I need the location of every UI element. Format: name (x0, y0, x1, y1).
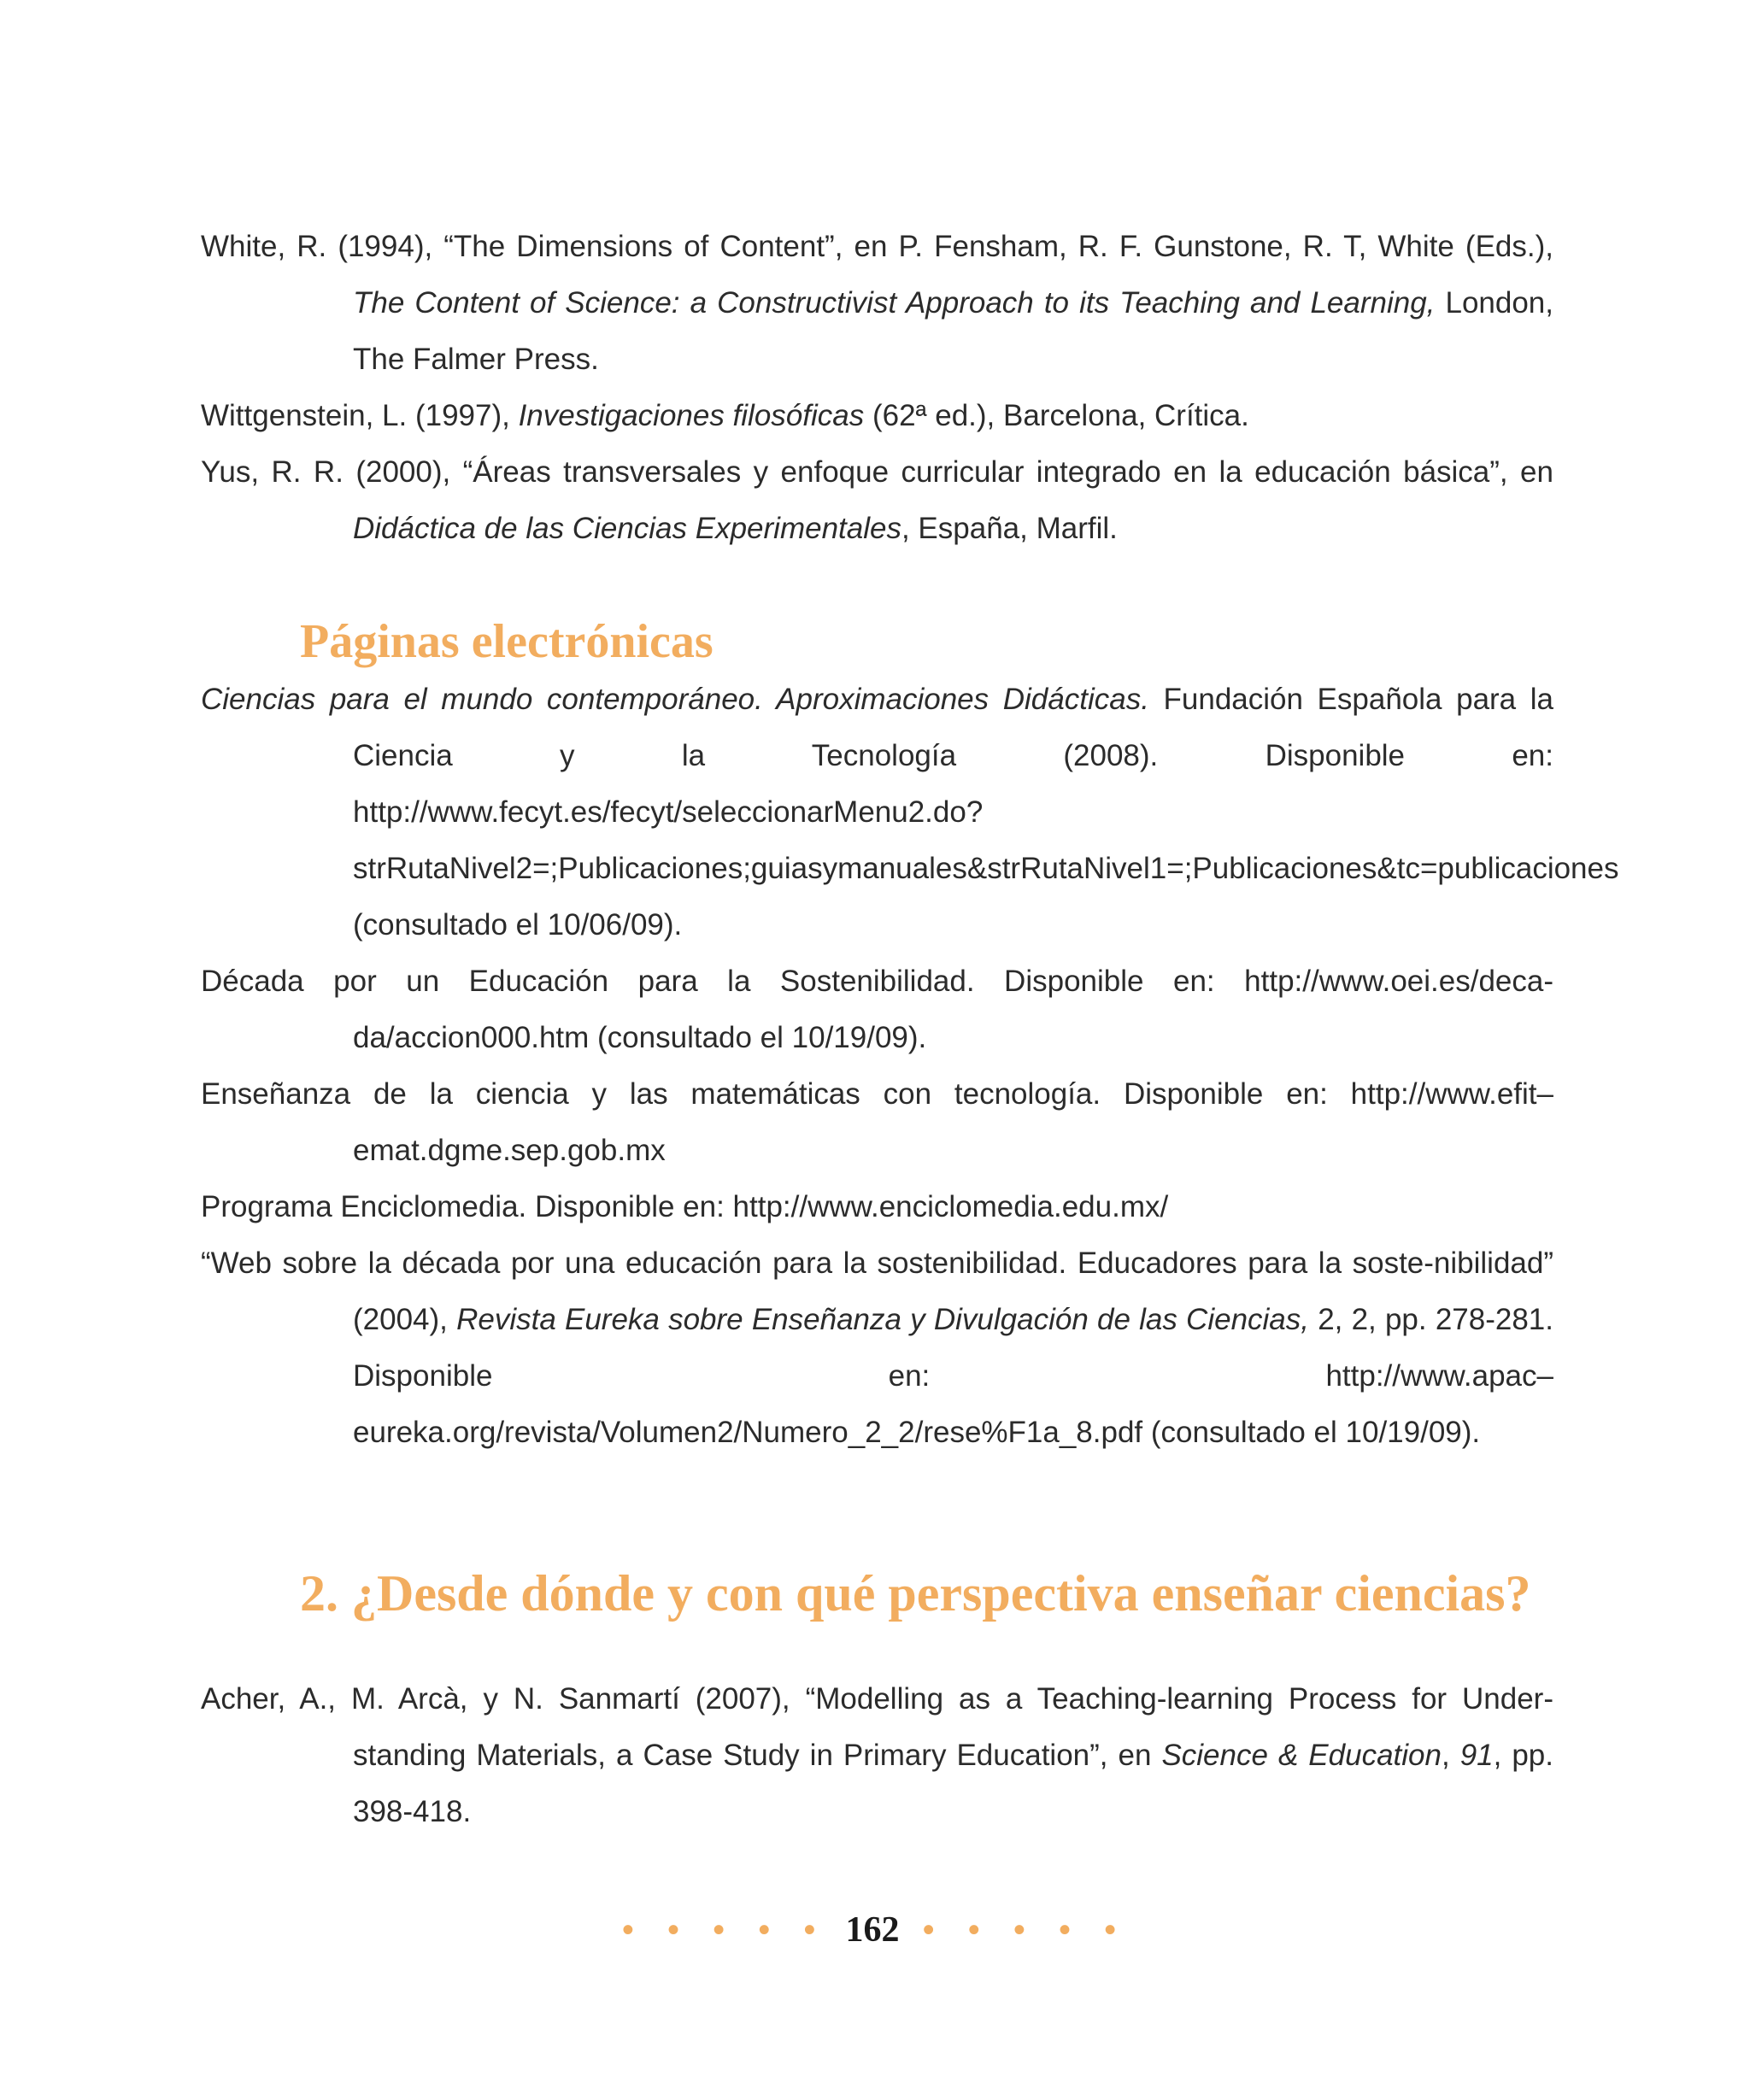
reference-text: , pp. 398-418. (353, 1739, 1553, 1828)
reference-text: Wittgenstein, L. (1997), (201, 399, 519, 432)
footer-dots-right: • • • • • (922, 1911, 1129, 1950)
reference-efit-emat (201, 1066, 1553, 1179)
reference-volume-italic: 91 (1459, 1739, 1494, 1772)
reference-title-italic: The Content of Science: a Constructivist Approach to its Teaching and Learning, (353, 286, 1436, 320)
section-heading-web-pages: Páginas electrónicas (300, 615, 714, 668)
page-content (201, 219, 1619, 1840)
reference-text: Década por un Educación para la Sostenibilidad. Disponible en: http://www.oei.es/deca-da/accion000.htm (consultado el 10/19/09). (201, 965, 1553, 1054)
reference-wittgenstein (201, 388, 1553, 444)
reference-title-italic: Revista Eureka sobre Enseñanza y Divulgación de las Ciencias, (456, 1303, 1309, 1336)
footer-dots-left: • • • • • (621, 1911, 828, 1950)
reference-eureka (201, 1235, 1553, 1461)
reference-decada (201, 953, 1553, 1066)
reference-text: Fundación Española para la Ciencia y la Tecnología (2008). Disponible en: http://www.fecyt.es/fecyt/seleccionarMenu2.do?strRutaNivel2=;Publicaciones;guiasymanuales&strRutaNivel1=;Publicaciones&tc=publicaciones (consultado el 10/06/09). (353, 683, 1619, 941)
reference-white (201, 219, 1553, 388)
reference-acher (201, 1671, 1553, 1840)
page-footer (0, 1907, 1750, 1951)
reference-text: (62ª ed.), Barcelona, Crítica. (864, 399, 1249, 432)
reference-text: Acher, A., M. Arcà, y N. Sanmartí (2007), “Modelling as a Teaching-learning Process for Under-standing Materials, a Case Study in Primary Education”, en (201, 1682, 1553, 1772)
reference-text: Yus, R. R. (2000), “Áreas transversales y enfoque curricular integrado en la educación básica”, en (201, 455, 1553, 489)
reference-text: , (1441, 1739, 1460, 1772)
reference-title-italic: Ciencias para el mundo contemporáneo. Aproximaciones Didácticas. (201, 683, 1149, 716)
reference-enciclomedia (201, 1179, 1553, 1235)
page-number: 162 (845, 1910, 900, 1950)
reference-text: London, The Falmer Press. (353, 286, 1553, 376)
reference-text: White, R. (1994), “The Dimensions of Content”, en P. Fensham, R. F. Gunstone, R. T, White (Eds.), (201, 230, 1553, 263)
reference-text: Programa Enciclomedia. Disponible en: http://www.enciclomedia.edu.mx/ (201, 1190, 1169, 1223)
reference-text: , España, Marfil. (901, 512, 1118, 545)
reference-ciencias-mundo (201, 672, 1619, 953)
reference-yus (201, 444, 1553, 557)
reference-text: Enseñanza de la ciencia y las matemáticas con tecnología. Disponible en: http://www.efit–emat.dgme.sep.gob.mx (201, 1077, 1553, 1167)
reference-text: 2, 2, pp. 278-281. Disponible en: http://www.apac–eureka.org/revista/Volumen2/Numero_2_2/rese%F1a_8.pdf (consultado el 10/19/09). (353, 1303, 1553, 1449)
reference-title-italic: Didáctica de las Ciencias Experimentales (353, 512, 901, 545)
reference-title-italic: Science & Education (1161, 1739, 1442, 1772)
section-heading-2: 2. ¿Desde dónde y con qué perspectiva enseñar ciencias? (300, 1565, 1531, 1622)
reference-title-italic: Investigaciones filosóficas (518, 399, 865, 432)
reference-text: “Web sobre la década por una educación para la sostenibilidad. Educadores para la soste-nibilidad” (2004), (201, 1247, 1553, 1336)
